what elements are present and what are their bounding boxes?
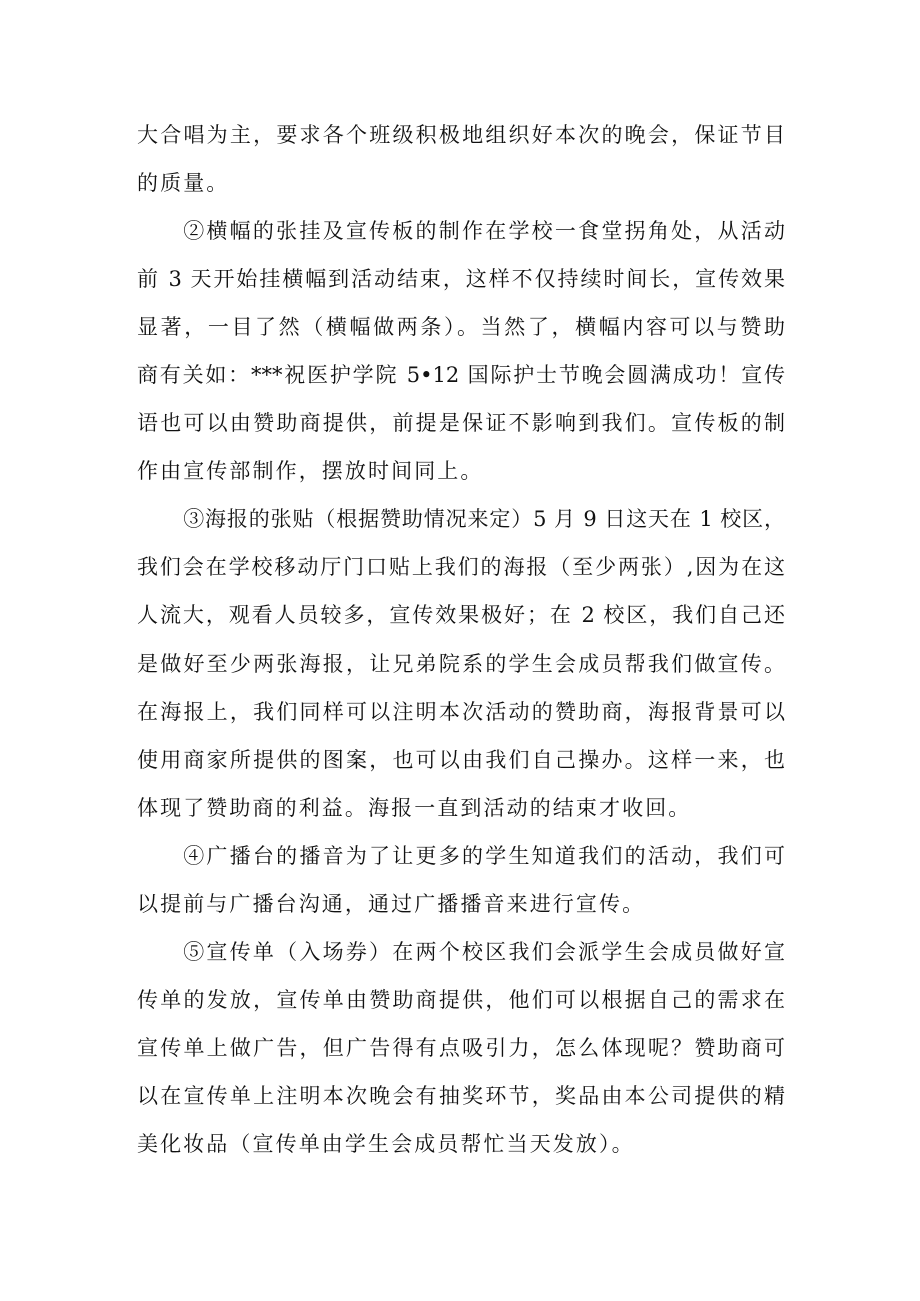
text-line: 语也可以由赞助商提供，前提是保证不影响到我们。宣传板的制 <box>137 411 785 436</box>
text-line: 使用商家所提供的图案，也可以由我们自己操办。这样一来，也 <box>137 747 785 772</box>
text-line: ②横幅的张挂及宣传板的制作在学校一食堂拐角处，从活动 <box>183 219 785 244</box>
document-body <box>137 111 785 1168</box>
text-line: 在海报上，我们同样可以注明本次活动的赞助商，海报背景可以 <box>137 699 785 724</box>
text-line: ③海报的张贴（根据赞助情况来定）5 月 9 日这天在 1 校区， <box>183 507 785 532</box>
text-line: 作由宣传部制作，摆放时间同上。 <box>137 459 484 484</box>
text-line: 人流大，观看人员较多，宣传效果极好；在 2 校区，我们自己还 <box>137 603 785 628</box>
text-line: 是做好至少两张海报，让兄弟院系的学生会成员帮我们做宣传。 <box>137 651 785 676</box>
paragraph-continued <box>137 111 785 207</box>
text-line: 宣传单上做广告，但广告得有点吸引力，怎么体现呢？赞助商可 <box>137 1035 785 1060</box>
paragraph-flyer <box>137 928 785 1168</box>
text-line: 前 3 天开始挂横幅到活动结束，这样不仅持续时间长，宣传效果 <box>137 267 785 292</box>
paragraph-poster <box>137 495 785 831</box>
text-line: 以在宣传单上注明本次晚会有抽奖环节，奖品由本公司提供的精 <box>137 1083 785 1108</box>
text-line: 以提前与广播台沟通，通过广播播音来进行宣传。 <box>137 891 646 916</box>
text-line: 体现了赞助商的利益。海报一直到活动的结束才收回。 <box>137 795 692 820</box>
text-line: ⑤宣传单（入场券）在两个校区我们会派学生会成员做好宣 <box>183 939 785 964</box>
text-line: 显著，一目了然（横幅做两条）。当然了，横幅内容可以与赞助 <box>137 315 785 340</box>
text-line: ④广播台的播音为了让更多的学生知道我们的活动，我们可 <box>183 843 785 868</box>
text-line: 的质量。 <box>137 171 230 196</box>
text-line: 大合唱为主，要求各个班级积极地组织好本次的晚会，保证节目 <box>137 123 785 147</box>
text-line: 美化妆品（宣传单由学生会成员帮忙当天发放）。 <box>137 1131 635 1156</box>
text-line: 商有关如：***祝医护学院 5•12 国际护士节晚会圆满成功！宣传 <box>137 363 785 388</box>
paragraph-broadcast <box>137 832 785 928</box>
text-line: 我们会在学校移动厅门口贴上我们的海报（至少两张）,因为在这 <box>137 555 785 580</box>
text-line: 传单的发放，宣传单由赞助商提供，他们可以根据自己的需求在 <box>137 987 785 1012</box>
paragraph-banner <box>137 207 785 495</box>
